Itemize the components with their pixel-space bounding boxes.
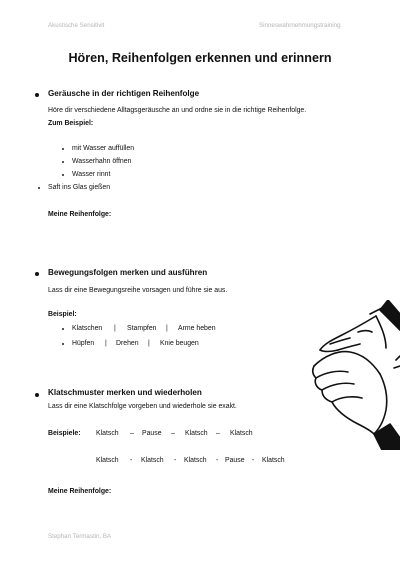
clap-sep: - [130,457,133,464]
clap-word: Klatsch [262,457,285,464]
move-c: Arme heben [178,325,216,332]
clap-sep: – [130,430,134,437]
list-bullet [62,161,64,163]
clap-word: Pause [142,430,162,437]
list-bullet [62,328,64,330]
move-a: Klatschen [72,325,103,332]
list-item: Wasser rinnt [72,171,111,178]
separator: | [114,325,116,332]
move-a: Hüpfen [72,340,95,347]
section1-example-label: Zum Beispiel: [48,120,94,127]
move-b: Stampfen [127,325,157,332]
section1-heading: Geräusche in der richtigen Reihenfolge [48,89,200,98]
separator: | [105,340,107,347]
section2-instruction: Lass dir eine Bewegungsreihe vorsagen und führe sie aus. [48,287,228,294]
clap-word: Klatsch [96,430,119,437]
clap-word: Klatsch [184,457,207,464]
section-bullet [35,93,39,97]
list-bullet [62,343,64,345]
section1-answer-label: Meine Reihenfolge: [48,211,112,218]
list-bullet [62,148,64,150]
header-right: Sinneswahrnehmungstraining [259,22,341,29]
clapping-hands-icon [310,300,400,450]
list-item: mit Wasser auffüllen [72,145,135,152]
clap-word: Klatsch [141,457,164,464]
section2-heading: Bewegungsfolgen merken und ausführen [48,268,208,277]
clap-word: Klatsch [185,430,208,437]
section3-heading: Klatschmuster merken und wiederholen [48,388,202,397]
separator: | [166,325,168,332]
list-item: Wasserhahn öffnen [72,158,132,165]
clap-sep: - [174,457,177,464]
clap-sep: - [252,457,255,464]
section3-answer-label: Meine Reihenfolge: [48,488,112,495]
list-bullet [62,174,64,176]
section1-instruction: Höre dir verschiedene Alltagsgeräusche an und ordne sie in die richtige Reihenfolge. [48,107,307,114]
section2-example-label: Beispiel: [48,311,77,318]
header-left: Akustische Sensitivit [48,22,105,29]
list-item: Saft ins Glas gießen [48,184,111,191]
clap-sep: – [171,430,175,437]
clap-word: Klatsch [96,457,119,464]
section3-instruction: Lass dir eine Klatschfolge vorgeben und wiederhole sie exakt. [48,403,237,410]
section3-example-label: Beispiele: [48,430,81,437]
section-bullet [35,393,39,397]
footer-author: Stephan Termastin, BA [48,533,112,540]
clap-sep: – [216,430,220,437]
move-b: Drehen [116,340,139,347]
move-c: Knie beugen [160,340,199,347]
separator: | [148,340,150,347]
clap-sep: - [216,457,219,464]
list-bullet [38,187,40,189]
page-title: Hören, Reihenfolgen erkennen und erinnern [68,51,332,65]
section-bullet [35,272,39,276]
clap-word: Klatsch [230,430,253,437]
clap-word: Pause [225,457,245,464]
